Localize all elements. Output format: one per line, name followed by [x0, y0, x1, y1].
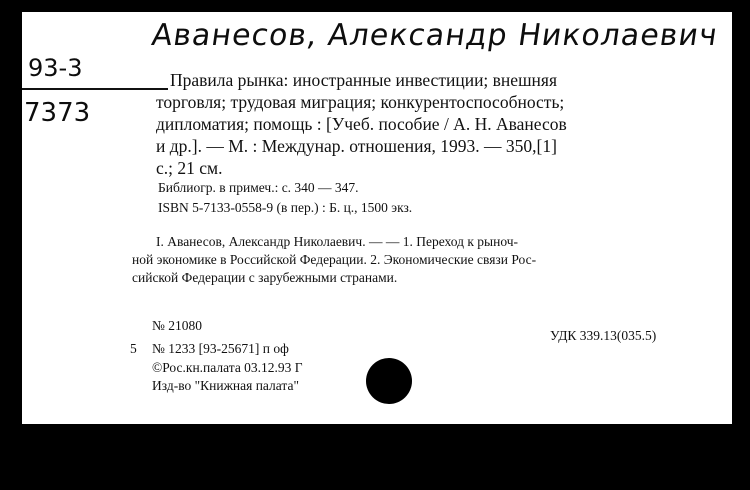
- call-number-top: 93-3: [28, 54, 83, 82]
- ink-blot: [366, 358, 412, 404]
- subject-line-3: сийской Федерации с зарубежными странами.: [132, 270, 398, 285]
- bibliography-note: Библиогр. в примеч.: с. 340 — 347.: [158, 180, 359, 195]
- subject-line-2: ной экономике в Российской Федерации. 2. Экономические связи Рос-: [132, 252, 537, 267]
- title-line-4: и др.]. — М. : Междунар. отношения, 1993. — 350,[1]: [156, 136, 557, 156]
- title-line-3: дипломатия; помощь : [Учеб. пособие / А. Н. Аванесов: [156, 114, 567, 134]
- subject-line-1: I. Аванесов, Александр Николаевич. — — 1. Переход к рыноч-: [156, 234, 519, 249]
- title-line-2: торговля; трудовая миграция; конкурентоспособность;: [156, 92, 565, 112]
- record-number-2: № 1233 [93-25671] п оф: [152, 341, 289, 356]
- call-number-bottom: 7373: [24, 98, 91, 128]
- title-line-5: с.; 21 см.: [156, 158, 223, 178]
- publisher-line: Изд-во "Книжная палата": [152, 378, 299, 393]
- margin-number: 5: [130, 341, 137, 356]
- title-line-1: Правила рынка: иностранные инвестиции; внешняя: [170, 70, 558, 90]
- isbn-line: ISBN 5-7133-0558-9 (в пер.) : Б. ц., 1500 экз.: [158, 200, 413, 215]
- handwritten-author-heading: Аванесов, Александр Николаевич: [149, 18, 721, 53]
- title-dash: [140, 88, 168, 90]
- book-chamber-line: ©Рос.кн.палата 03.12.93 Г: [152, 360, 303, 375]
- underline: [22, 88, 140, 90]
- record-number: № 21080: [152, 318, 203, 333]
- udc-code: УДК 339.13(035.5): [550, 328, 657, 343]
- catalog-card: [22, 12, 732, 424]
